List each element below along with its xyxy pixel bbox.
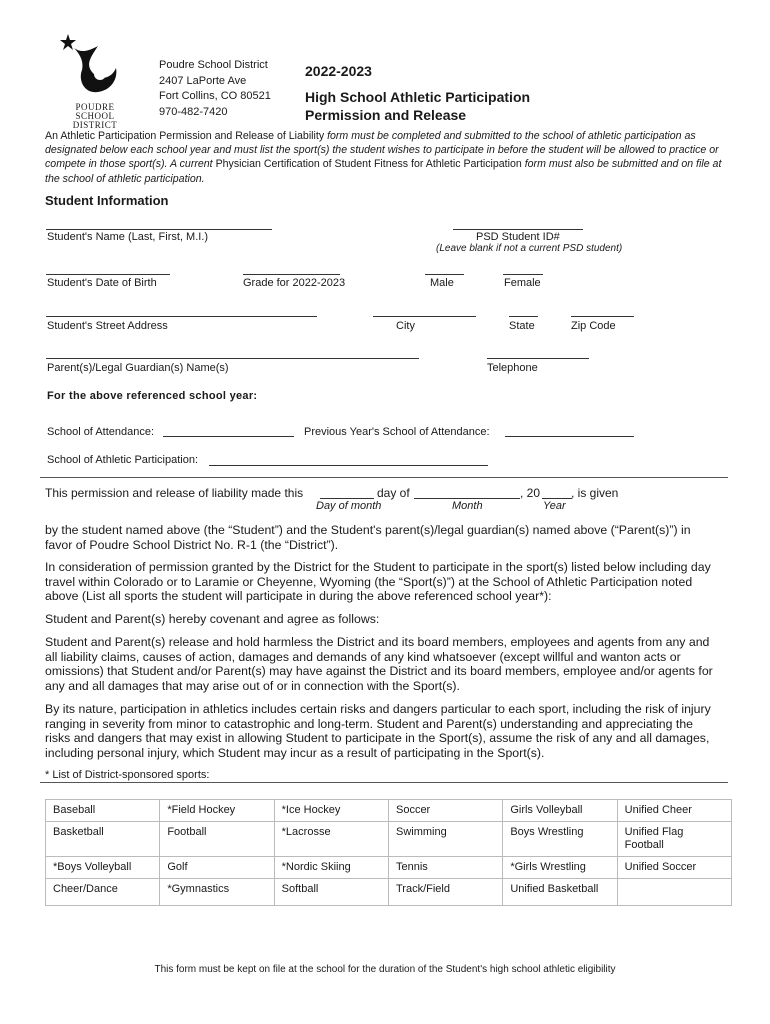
table-row [46, 800, 732, 822]
student-name-field[interactable] [46, 229, 272, 230]
sport-cell: Softball [274, 879, 388, 906]
zip-field[interactable] [571, 316, 634, 317]
guardian-label: Parent(s)/Legal Guardian(s) Name(s) [47, 362, 229, 374]
school-year-heading: For the above referenced school year: [47, 390, 258, 402]
release-year-field[interactable] [542, 498, 572, 499]
release-month-field[interactable] [414, 498, 520, 499]
release-paragraph-1: by the student named above (the “Student”) and the Student's parent(s)/legal guardian(s) named above (“Parent(s)”) in favor of Poudre School District No. R-1 (the “District”). [45, 523, 691, 552]
sport-cell: Soccer [388, 800, 502, 822]
sport-cell: Tennis [388, 857, 502, 879]
student-id-field[interactable] [453, 229, 583, 230]
athletic-school-field[interactable] [209, 465, 488, 466]
sport-cell [617, 879, 731, 906]
sport-cell: Unified Flag Football [617, 822, 731, 857]
student-name-label: Student's Name (Last, First, M.I.) [47, 231, 209, 243]
male-field[interactable] [425, 274, 464, 275]
grade-label: Grade for 2022-2023 [243, 277, 346, 289]
sport-cell: *Field Hockey [160, 800, 274, 822]
day-caption: Day of month [316, 500, 382, 512]
grade-field[interactable] [243, 274, 340, 275]
sport-cell: Track/Field [388, 879, 502, 906]
sport-cell: Football [160, 822, 274, 857]
sport-cell: Boys Wrestling [503, 822, 617, 857]
previous-school-label: Previous Year's School of Attendance: [304, 426, 490, 438]
male-label: Male [430, 277, 454, 289]
street-label: Student's Street Address [47, 320, 168, 332]
release-day-of: day of [377, 486, 410, 500]
sport-cell: Swimming [388, 822, 502, 857]
release-paragraph-3: Student and Parent(s) hereby covenant and agree as follows: [45, 612, 380, 626]
form-title-line2: Permission and Release [305, 107, 467, 123]
sport-cell: Cheer/Dance [46, 879, 160, 906]
previous-school-field[interactable] [505, 436, 634, 437]
sport-cell: Basketball [46, 822, 160, 857]
student-info-heading: Student Information [45, 193, 169, 208]
district-street: 2407 LaPorte Ave [159, 74, 247, 87]
guardian-field[interactable] [46, 358, 419, 359]
sport-cell: Girls Volleyball [503, 800, 617, 822]
telephone-label: Telephone [487, 362, 538, 374]
intro-part3: Physician Certification of Student Fitness for Athletic Participation [215, 158, 522, 171]
year-caption: Year [543, 500, 566, 512]
table-row [46, 879, 732, 906]
district-phone: 970-482-7420 [159, 105, 228, 118]
sport-cell: *Lacrosse [274, 822, 388, 857]
athletic-school-label: School of Athletic Participation: [47, 454, 199, 466]
female-label: Female [504, 277, 541, 289]
intro-part2: form must be completed and submitted to the school of athletic participation as designated below each school year and must list the sport(s) the student wishes to participate in before the student will be allowed to practice or compete in those sport(s). A current [45, 130, 719, 171]
release-paragraph-5: By its nature, participation in athletics includes certain risks and dangers particular to each sport, including the risk of injury ranging in severity from minor to catastrophic and long-term. Student and Parent(s) understanding and appreciating the risks and dangers that may exist in allowing Student to participate in the Sport(s), assume the risk of any and all damages, including personal injury, which Student may incur as a result of participating in the Sport(s). [45, 702, 711, 760]
district-logo-text: POUDRE SCHOOL DISTRICT [72, 102, 118, 130]
female-field[interactable] [503, 274, 543, 275]
section-divider [40, 477, 728, 478]
release-paragraph-4: Student and Parent(s) release and hold harmless the District and its board members, employees and agents from any and all liability claims, causes of action, damages and demands of any kind whatsoever (except willful and wanton acts or omissions) that Student and/or Parent(s) may have against the District and its board members, employee and/or agents for any and all damages that may arise out of or in connection with the Sport(s). [45, 635, 713, 693]
street-field[interactable] [46, 316, 317, 317]
sport-cell: *Ice Hockey [274, 800, 388, 822]
intro-paragraph [45, 129, 725, 186]
state-field[interactable] [509, 316, 538, 317]
student-id-note: (Leave blank if not a current PSD student) [436, 243, 623, 254]
telephone-field[interactable] [487, 358, 589, 359]
sport-cell: *Nordic Skiing [274, 857, 388, 879]
release-comma-20: , 20 [520, 486, 541, 500]
release-paragraph-2: In consideration of permission granted by the District for the Student to participate in the sport(s) listed below including day travel within Colorado or to Laramie or Cheyenne, Wyoming (the “Sport(s)”) at the School of Athletic Participation noted above (List all sports the student will participate in during the above referenced school year*): [45, 560, 711, 604]
state-label: State [509, 320, 535, 332]
sport-cell: Golf [160, 857, 274, 879]
sport-cell: *Boys Volleyball [46, 857, 160, 879]
city-field[interactable] [373, 316, 476, 317]
sport-cell: Unified Basketball [503, 879, 617, 906]
district-address [159, 58, 271, 120]
month-caption: Month [452, 500, 483, 512]
sport-cell: Baseball [46, 800, 160, 822]
district-logo [60, 28, 130, 130]
table-row [46, 822, 732, 857]
sport-cell: *Girls Wrestling [503, 857, 617, 879]
sports-caption-divider [40, 782, 728, 783]
district-logo-mark [60, 28, 130, 98]
sport-cell: *Gymnastics [160, 879, 274, 906]
attendance-field[interactable] [163, 436, 294, 437]
form-title-line1: High School Athletic Participation [305, 89, 531, 105]
footer-note: This form must be kept on file at the school for the duration of the Student's high school athletic eligibility [154, 964, 616, 975]
district-city: Fort Collins, CO 80521 [159, 90, 271, 102]
table-row [46, 857, 732, 879]
student-id-label: PSD Student ID# [476, 231, 560, 243]
sport-cell: Unified Soccer [617, 857, 731, 879]
dob-label: Student's Date of Birth [47, 277, 157, 289]
city-label: City [396, 320, 415, 332]
sports-table [45, 799, 732, 906]
attendance-label: School of Attendance: [47, 426, 155, 438]
dob-field[interactable] [46, 274, 170, 275]
release-day-field[interactable] [320, 498, 374, 499]
form-year: 2022-2023 [305, 63, 372, 79]
intro-part4: form must also be submitted and on file at the school of athletic participation. [45, 158, 722, 185]
release-made-this: This permission and release of liability made this [45, 486, 304, 500]
sport-cell: Unified Cheer [617, 800, 731, 822]
intro-part1: An Athletic Participation Permission and Release of Liability [45, 130, 325, 142]
sports-caption: * List of District-sponsored sports: [45, 769, 210, 781]
zip-label: Zip Code [571, 320, 616, 332]
district-name: Poudre School District [159, 59, 268, 71]
release-is-given: , is given [571, 486, 619, 500]
